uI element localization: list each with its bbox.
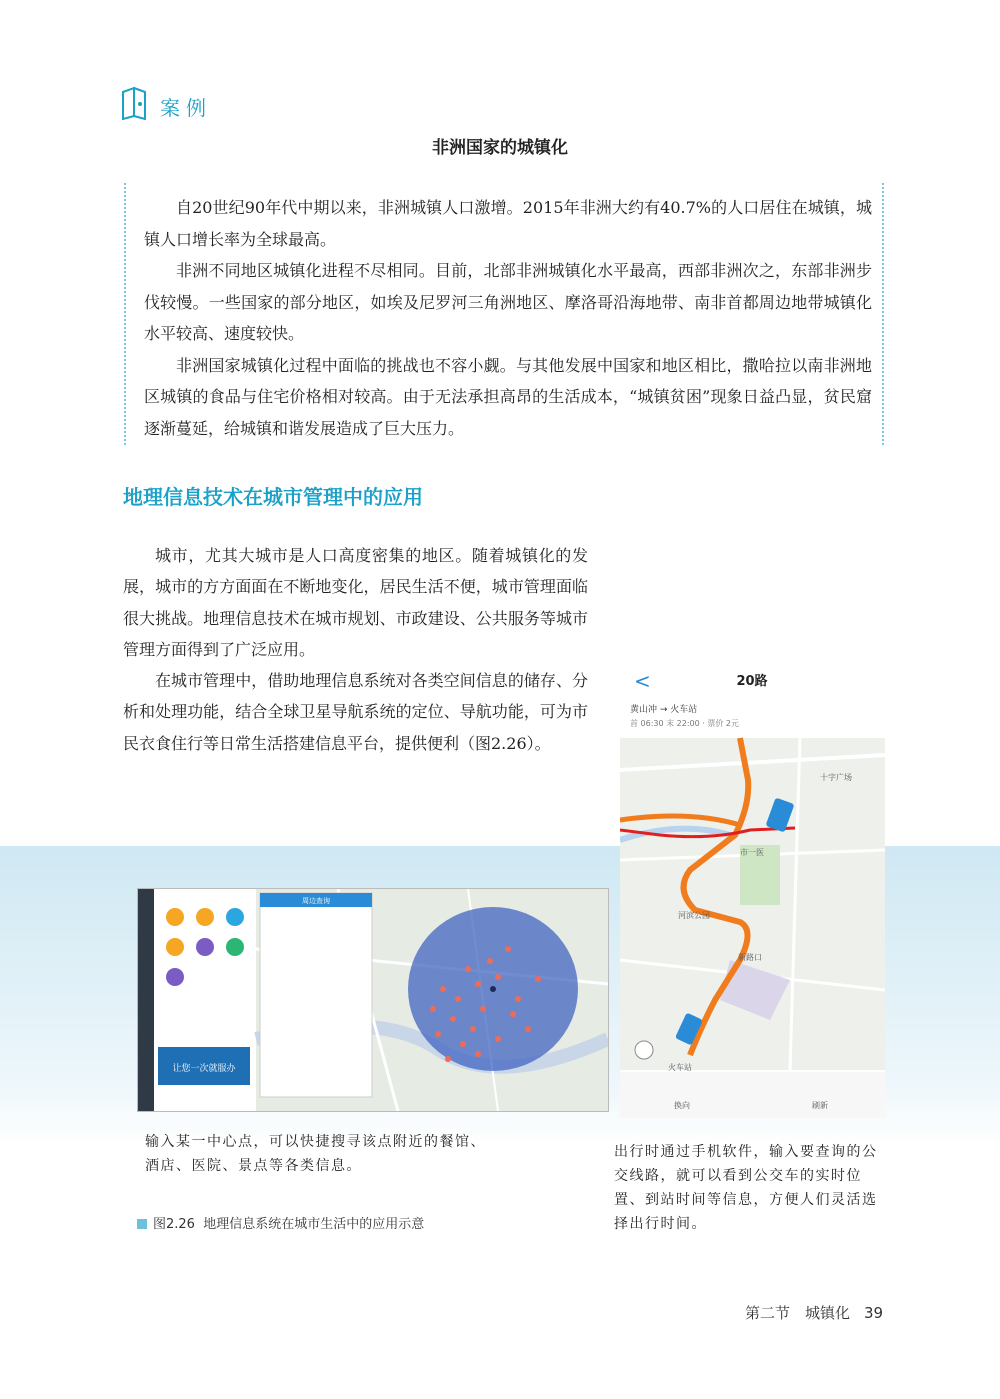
caption-square-icon <box>137 1219 147 1229</box>
phone-bus-map <box>620 660 885 1118</box>
reverse-button[interactable]: 换向 <box>674 1101 690 1110</box>
refresh-button[interactable]: 刷新 <box>812 1101 828 1110</box>
case-text <box>144 192 872 444</box>
case-paragraph: 非洲国家城镇化过程中面临的挑战也不容小觑。与其他发展中国家和地区相比，撒哈拉以南非洲地区城镇的食品与住宅价格相对较高。由于无法承担高昂的生活成本，“城镇贫困”现象日益凸显，贫民窟逐渐蔓延，给城镇和谐发展造成了巨大压力。 <box>144 355 872 438</box>
section-heading: 地理信息技术在城市管理中的应用 <box>123 485 423 509</box>
case-label: 案例 <box>160 96 212 120</box>
stop-label: 市一医 <box>740 848 764 857</box>
stop-label: 新路口 <box>738 953 762 962</box>
body-paragraph: 城市，尤其大城市是人口高度密集的地区。随着城镇化的发展，城市的方方面面在不断地变化，居民生活不便，城市管理面临很大挑战。地理信息技术在城市规划、市政建设、公共服务等城市管理方面得到了广泛应用。 <box>123 546 588 659</box>
case-paragraph: 自20世纪90年代中期以来，非洲城镇人口激增。2015年非洲大约有40.7%的人口居住在城镇，城镇人口增长率为全球最高。 <box>144 198 872 249</box>
route-schedule: 首 06:30 末 22:00 · 票价 2元 <box>630 719 739 728</box>
caption-right: 出行时通过手机软件，输入要查询的公交线路，就可以看到公交车的实时位置、到站时间等信息，方便人们灵活选择出行时间。 <box>614 1144 878 1232</box>
figure-caption <box>137 1213 424 1232</box>
case-paragraph: 非洲不同地区城镇化进程不尽相同。目前，北部非洲城镇化水平最高，西部非洲次之，东部非洲步伐较慢。一些国家的部分地区，如埃及尼罗河三角洲地区、摩洛哥沿海地带、南非首都周边地带城镇化水平较高、速度较快。 <box>144 261 872 343</box>
route-direction: 黄山冲 → 火车站 <box>630 705 698 715</box>
stop-label: 河滨公园 <box>678 911 710 920</box>
case-title: 非洲国家的城镇化 <box>432 138 568 158</box>
section-body <box>123 540 588 759</box>
stop-label: 火车站 <box>668 1063 692 1072</box>
web-banner-text: 让您一次就服办 <box>172 1064 236 1074</box>
page-number: 39 <box>864 1304 884 1322</box>
locate-icon[interactable] <box>635 1041 653 1059</box>
figure-number: 图2.26 <box>153 1217 195 1232</box>
figure-title: 地理信息系统在城市生活中的应用示意 <box>203 1217 425 1232</box>
caption-left: 输入某一中心点，可以快捷搜寻该点附近的餐馆、酒店、医院、景点等各类信息。 <box>145 1134 486 1174</box>
footer-section: 第二节 城镇化 <box>745 1304 851 1322</box>
body-paragraph: 在城市管理中，借助地理信息系统对各类空间信息的储存、分析和处理功能，结合全球卫星导航系统的定位、导航功能，可为市民衣食住行等日常生活搭建信息平台，提供便利（图2.26）。 <box>123 671 588 753</box>
web-gis-screenshot <box>137 888 609 1112</box>
case-book-icon <box>120 86 148 120</box>
phone-app-screenshot <box>620 660 885 1118</box>
route-title: 20路 <box>736 674 768 689</box>
back-arrow-icon[interactable]: < <box>634 669 651 693</box>
page-footer <box>745 1302 883 1323</box>
web-gis-map <box>138 889 608 1111</box>
stop-label: 十字广场 <box>820 773 852 782</box>
web-search-title: 周边查询 <box>302 897 330 905</box>
